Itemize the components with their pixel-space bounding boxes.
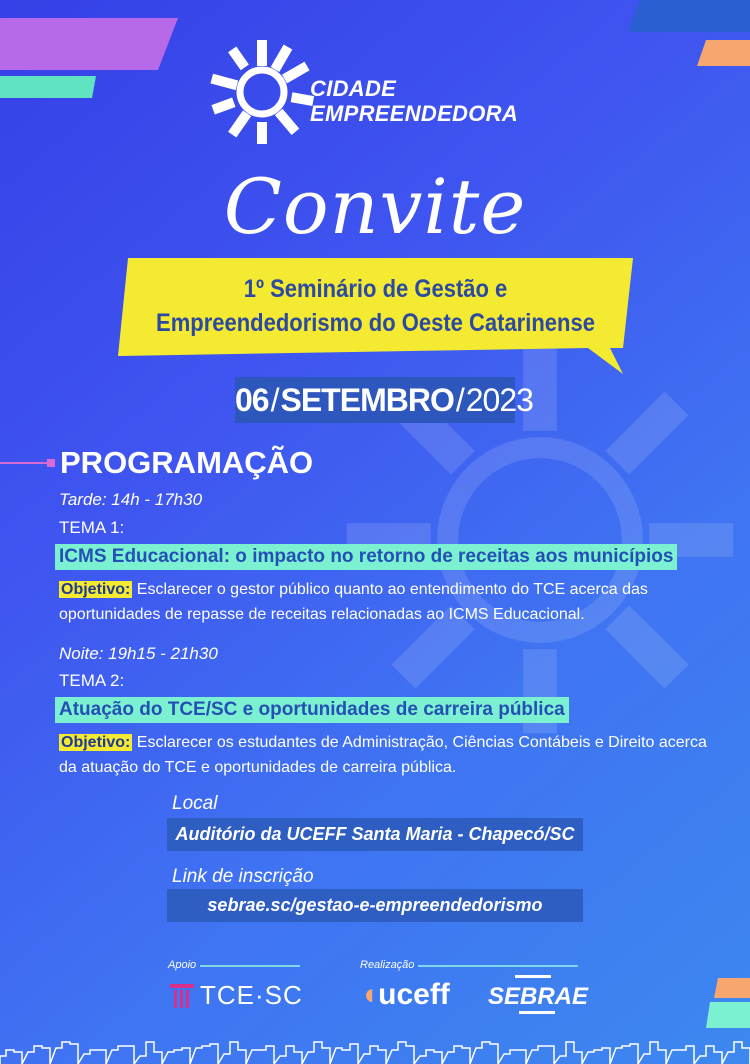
session-2-theme: TEMA 2: [59,671,125,690]
session-1-theme: TEMA 1: [59,518,125,537]
organizer-label: Realização [360,959,415,971]
event-title-banner [118,258,633,358]
skyline-outline [0,1042,750,1064]
registration-link[interactable]: sebrae.sc/gestao-e-empreendedorismo [167,889,583,922]
headline: Convite [223,162,527,251]
session-2-time: Noite: 19h15 - 21h30 [59,644,218,663]
brand-wordmark [310,76,518,126]
objective-label: Objetivo: [61,734,131,751]
session-2-objective [59,730,729,780]
support-divider [200,965,300,967]
objective-label: Objetivo: [61,581,131,598]
session-1-objective [59,577,729,627]
session-1-topic: ICMS Educacional: o impacto no retorno de receitas aos municípios [55,544,677,570]
event-title-line1: 1º Seminário de Gestão e [243,275,508,303]
support-label: Apoio [168,959,197,971]
objective-text: Esclarecer o gestor público quanto ao entendimento do TCE acerca das oportunidades de repasse de receitas relacionadas ao ICMS Educacional. [59,581,648,623]
date-day: 06 [235,382,269,418]
date-separator: / [455,382,464,418]
date-month: SETEMBRO [280,382,454,418]
program-accent-line [0,462,48,464]
brand-line2: EMPREENDEDORA [310,101,519,126]
event-title-line2: Empreendedorismo do Oeste Catarinense [156,309,595,337]
session-2-topic: Atuação do TCE/SC e oportunidades de carreira pública [55,697,569,723]
date-year: 2023 [465,382,533,418]
session-1-time: Tarde: 14h - 17h30 [59,490,203,509]
organizer-logo-sebrae: SEBRAE [488,983,589,1010]
tce-emblem-icon [168,982,196,1008]
brand-line1: CIDADE [310,76,397,101]
city-skyline-border [0,1030,750,1064]
uceff-wordmark: uceff [378,978,450,1011]
venue-value: Auditório da UCEFF Santa Maria - Chapecó/SC [167,818,583,851]
date-separator: / [270,382,279,418]
organizer-divider [418,965,578,967]
uceff-mark-icon: ◖ [360,978,379,1011]
venue-label: Local [172,793,218,814]
objective-text: Esclarecer os estudantes de Administração, Ciências Contábeis e Direito acerca da atuação do TCE e oportunidades de carreira pública. [59,734,707,776]
organizer-logo-uceff [360,978,450,1012]
support-logo-tce-sc: TCE·SC [200,980,303,1010]
event-title [149,272,602,340]
event-date [235,377,533,423]
program-accent-dot [47,459,55,467]
program-title: PROGRAMAÇÃO [60,445,314,480]
registration-label: Link de inscrição [172,866,314,887]
